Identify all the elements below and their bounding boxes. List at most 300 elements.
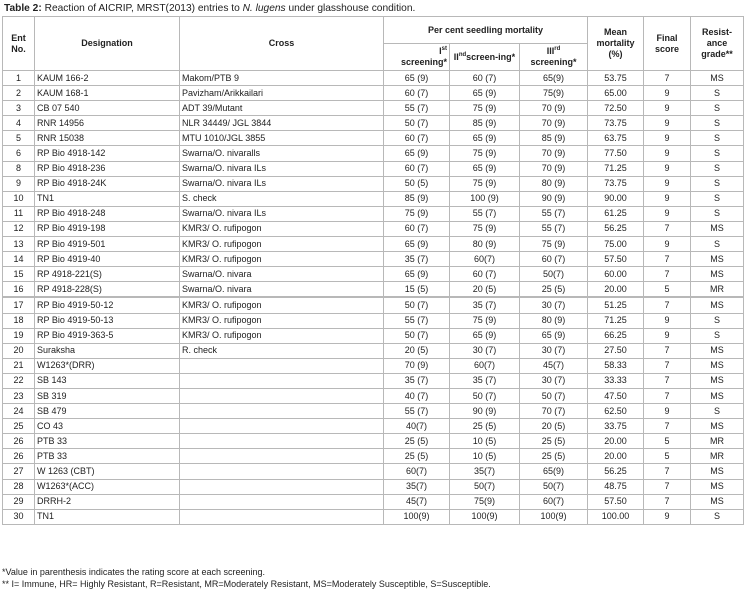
caption-text-before: Reaction of AICRIP, MRST(2013) entries to [41,3,243,14]
cell-resistance-grade: MS [691,358,744,373]
cell-screening-1: 65 (9) [384,146,450,161]
cell-mean-mortality: 65.00 [588,86,644,101]
table-row [3,388,744,403]
cell-designation: W1263*(ACC) [35,479,180,494]
cell-screening-2: 65 (9) [450,86,520,101]
cell-screening-2: 75 (9) [450,313,520,328]
cell-screening-1: 55 (7) [384,404,450,419]
table-row [3,116,744,131]
cell-screening-2: 65 (9) [450,161,520,176]
cell-screening-1: 25 (5) [384,449,450,464]
cell-final-score: 9 [644,191,691,206]
cell-mean-mortality: 20.00 [588,449,644,464]
cell-screening-2: 60 (7) [450,71,520,86]
cell-cross [180,358,384,373]
cell-screening-2: 35(7) [450,464,520,479]
header-resistance-grade: Resist-ance grade** [691,17,744,71]
cell-designation: Suraksha [35,343,180,358]
cell-mean-mortality: 73.75 [588,116,644,131]
cell-cross [180,494,384,509]
table-row [3,267,744,282]
cell-final-score: 9 [644,131,691,146]
cell-screening-3: 70 (7) [520,404,588,419]
cell-designation: TN1 [35,191,180,206]
cell-final-score: 7 [644,479,691,494]
cell-mean-mortality: 20.00 [588,282,644,298]
cell-screening-1: 100(9) [384,509,450,524]
cell-mean-mortality: 56.25 [588,221,644,236]
cell-screening-1: 55 (7) [384,313,450,328]
cell-resistance-grade: S [691,146,744,161]
cell-ent-no: 1 [3,71,35,86]
table-row [3,282,744,298]
cell-resistance-grade: MS [691,373,744,388]
cell-cross: Swarna/O. nivara [180,282,384,298]
cell-resistance-grade: MS [691,464,744,479]
cell-ent-no: 21 [3,358,35,373]
cell-mean-mortality: 75.00 [588,237,644,252]
cell-mean-mortality: 57.50 [588,252,644,267]
cell-screening-2: 50 (7) [450,388,520,403]
cell-mean-mortality: 73.75 [588,176,644,191]
cell-screening-1: 65 (9) [384,237,450,252]
cell-screening-2: 80 (9) [450,237,520,252]
cell-screening-3: 50 (7) [520,388,588,403]
cell-cross: Swarna/O. nivaralls [180,146,384,161]
cell-designation: PTB 33 [35,449,180,464]
table-row [3,86,744,101]
cell-screening-2: 65 (9) [450,131,520,146]
table-row [3,101,744,116]
cell-cross [180,419,384,434]
cell-designation: KAUM 168-1 [35,86,180,101]
cell-cross: KMR3/ O. rufipogon [180,297,384,313]
cell-cross [180,464,384,479]
cell-screening-1: 15 (5) [384,282,450,298]
cell-resistance-grade: S [691,176,744,191]
cell-screening-3: 65 (9) [520,328,588,343]
cell-screening-3: 60 (7) [520,252,588,267]
cell-final-score: 5 [644,434,691,449]
cell-designation: RP Bio 4919-50-13 [35,313,180,328]
cell-cross: KMR3/ O. rufipogon [180,313,384,328]
cell-mean-mortality: 66.25 [588,328,644,343]
table-row [3,404,744,419]
cell-ent-no: 26 [3,434,35,449]
table-row [3,146,744,161]
cell-cross [180,509,384,524]
table-row [3,464,744,479]
cell-screening-3: 55 (7) [520,221,588,236]
cell-mean-mortality: 62.50 [588,404,644,419]
cell-mean-mortality: 61.25 [588,206,644,221]
cell-ent-no: 26 [3,449,35,464]
table-footnotes [2,566,491,590]
cell-resistance-grade: MS [691,343,744,358]
cell-screening-3: 65(9) [520,71,588,86]
cell-screening-2: 75 (9) [450,176,520,191]
table-row [3,328,744,343]
cell-final-score: 7 [644,343,691,358]
cell-ent-no: 6 [3,146,35,161]
cell-ent-no: 28 [3,479,35,494]
cell-ent-no: 8 [3,161,35,176]
cell-screening-1: 65 (9) [384,71,450,86]
cell-ent-no: 25 [3,419,35,434]
cell-final-score: 7 [644,297,691,313]
cell-ent-no: 15 [3,267,35,282]
cell-screening-1: 50 (5) [384,176,450,191]
cell-mean-mortality: 71.25 [588,161,644,176]
header-screening-3: IIIrd screening* [520,44,588,71]
cell-mean-mortality: 100.00 [588,509,644,524]
table-row [3,494,744,509]
cell-screening-3: 55 (7) [520,206,588,221]
cell-designation: DRRH-2 [35,494,180,509]
cell-screening-3: 70 (9) [520,146,588,161]
cell-final-score: 7 [644,373,691,388]
cell-ent-no: 9 [3,176,35,191]
cell-resistance-grade: S [691,313,744,328]
header-screening-3-text: screening* [530,57,577,67]
cell-final-score: 7 [644,419,691,434]
cell-mean-mortality: 53.75 [588,71,644,86]
header-screening-1-sup: st [441,46,447,52]
cell-final-score: 9 [644,86,691,101]
table-row [3,297,744,313]
cell-designation: KAUM 166-2 [35,71,180,86]
cell-screening-2: 60(7) [450,358,520,373]
cell-screening-1: 65 (9) [384,267,450,282]
table-row [3,221,744,236]
cell-screening-1: 35 (7) [384,373,450,388]
header-per-cent-mortality: Per cent seedling mortality [384,17,588,44]
cell-screening-3: 30 (7) [520,343,588,358]
cell-resistance-grade: S [691,206,744,221]
cell-resistance-grade: MS [691,419,744,434]
cell-ent-no: 4 [3,116,35,131]
cell-cross: Swarna/O. nivara ILs [180,161,384,176]
table-row [3,71,744,86]
cell-designation: RP Bio 4918-236 [35,161,180,176]
table-row [3,237,744,252]
cell-resistance-grade: MS [691,221,744,236]
cell-designation: RP Bio 4919-198 [35,221,180,236]
cell-screening-2: 100(9) [450,509,520,524]
cell-screening-3: 20 (5) [520,419,588,434]
cell-final-score: 9 [644,404,691,419]
cell-designation: RP 4918-221(S) [35,267,180,282]
reaction-table [2,16,744,525]
cell-cross: KMR3/ O. rufipogon [180,252,384,267]
header-final-score: Final score [644,17,691,71]
cell-resistance-grade: MR [691,282,744,298]
cell-ent-no: 22 [3,373,35,388]
cell-screening-3: 50(7) [520,479,588,494]
cell-final-score: 9 [644,146,691,161]
cell-screening-2: 30 (7) [450,343,520,358]
header-screening-1-text: screening* [400,57,447,67]
cell-ent-no: 2 [3,86,35,101]
cell-screening-2: 25 (5) [450,419,520,434]
cell-cross: Pavizham/Arikkailari [180,86,384,101]
cell-mean-mortality: 60.00 [588,267,644,282]
cell-screening-3: 70 (9) [520,161,588,176]
header-mean-mortality: Mean mortality (%) [588,17,644,71]
cell-screening-1: 50 (7) [384,328,450,343]
cell-final-score: 9 [644,237,691,252]
cell-cross: KMR3/ O. rufipogon [180,221,384,236]
caption-species: N. lugens [242,3,286,14]
cell-mean-mortality: 57.50 [588,494,644,509]
cell-final-score: 9 [644,328,691,343]
cell-ent-no: 27 [3,464,35,479]
footnote-value: *Value in parenthesis indicates the rating score at each screening. [2,567,265,577]
cell-final-score: 5 [644,449,691,464]
cell-screening-1: 75 (9) [384,206,450,221]
cell-screening-3: 75(9) [520,86,588,101]
cell-resistance-grade: MS [691,267,744,282]
caption-text-after: under glasshouse condition. [285,3,416,14]
cell-ent-no: 18 [3,313,35,328]
cell-screening-3: 50(7) [520,267,588,282]
cell-mean-mortality: 20.00 [588,434,644,449]
cell-screening-3: 25 (5) [520,434,588,449]
cell-screening-1: 60 (7) [384,221,450,236]
cell-mean-mortality: 27.50 [588,343,644,358]
table-body [3,71,744,525]
cell-designation: CB 07 540 [35,101,180,116]
cell-screening-3: 80 (9) [520,313,588,328]
cell-ent-no: 19 [3,328,35,343]
cell-final-score: 9 [644,161,691,176]
cell-mean-mortality: 33.75 [588,419,644,434]
cell-resistance-grade: S [691,131,744,146]
cell-cross: R. check [180,343,384,358]
cell-screening-3: 45(7) [520,358,588,373]
table-row [3,176,744,191]
cell-ent-no: 30 [3,509,35,524]
cell-screening-2: 75(9) [450,494,520,509]
cell-screening-1: 55 (7) [384,101,450,116]
cell-ent-no: 3 [3,101,35,116]
header-screening-2-text: screen-ing* [466,51,516,62]
cell-screening-3: 65(9) [520,464,588,479]
cell-resistance-grade: MS [691,297,744,313]
cell-cross [180,373,384,388]
cell-designation: RP Bio 4919-40 [35,252,180,267]
cell-mean-mortality: 51.25 [588,297,644,313]
cell-screening-3: 25 (5) [520,282,588,298]
cell-screening-1: 50 (7) [384,297,450,313]
table-row [3,343,744,358]
cell-resistance-grade: S [691,191,744,206]
cell-screening-2: 50(7) [450,479,520,494]
table-row [3,313,744,328]
cell-mean-mortality: 72.50 [588,101,644,116]
cell-screening-2: 35 (7) [450,373,520,388]
cell-cross: Makom/PTB 9 [180,71,384,86]
cell-ent-no: 14 [3,252,35,267]
cell-screening-1: 40 (7) [384,388,450,403]
cell-mean-mortality: 77.50 [588,146,644,161]
cell-resistance-grade: S [691,86,744,101]
cell-final-score: 7 [644,388,691,403]
cell-designation: SB 479 [35,404,180,419]
cell-final-score: 7 [644,221,691,236]
cell-screening-2: 10 (5) [450,449,520,464]
cell-screening-1: 50 (7) [384,116,450,131]
table-label: Table 2: [4,3,42,14]
cell-screening-1: 40(7) [384,419,450,434]
cell-screening-2: 90 (9) [450,404,520,419]
cell-screening-1: 35 (7) [384,252,450,267]
cell-cross: S. check [180,191,384,206]
cell-screening-1: 35(7) [384,479,450,494]
cell-mean-mortality: 71.25 [588,313,644,328]
cell-designation: TN1 [35,509,180,524]
cell-screening-1: 85 (9) [384,191,450,206]
cell-resistance-grade: S [691,161,744,176]
cell-cross: Swarna/O. nivara ILs [180,206,384,221]
header-screening-1: Ist screening* [384,44,450,71]
table-caption [4,2,415,15]
cell-final-score: 9 [644,206,691,221]
cell-screening-3: 100(9) [520,509,588,524]
cell-cross: Swarna/O. nivara ILs [180,176,384,191]
cell-final-score: 9 [644,101,691,116]
cell-final-score: 9 [644,509,691,524]
cell-screening-1: 45(7) [384,494,450,509]
table-row [3,479,744,494]
cell-screening-2: 85 (9) [450,116,520,131]
header-screening-2: IIndscreen-ing* [450,44,520,71]
cell-screening-2: 60(7) [450,252,520,267]
cell-resistance-grade: S [691,404,744,419]
cell-ent-no: 12 [3,221,35,236]
cell-cross [180,404,384,419]
table-row [3,252,744,267]
cell-designation: RP Bio 4919-50-12 [35,297,180,313]
cell-mean-mortality: 33.33 [588,373,644,388]
cell-final-score: 7 [644,71,691,86]
cell-designation: RP Bio 4919-363-5 [35,328,180,343]
cell-final-score: 9 [644,313,691,328]
cell-ent-no: 11 [3,206,35,221]
cell-final-score: 9 [644,116,691,131]
cell-cross: Swarna/O. nivara [180,267,384,282]
cell-screening-3: 70 (9) [520,116,588,131]
cell-designation: SB 143 [35,373,180,388]
cell-ent-no: 16 [3,282,35,298]
table-row [3,434,744,449]
header-screening-2-sup: nd [458,51,467,58]
cell-resistance-grade: MS [691,252,744,267]
cell-final-score: 7 [644,267,691,282]
table-row [3,131,744,146]
cell-final-score: 7 [644,252,691,267]
cell-resistance-grade: MR [691,434,744,449]
cell-final-score: 7 [644,358,691,373]
cell-screening-3: 60(7) [520,494,588,509]
cell-resistance-grade: S [691,509,744,524]
cell-designation: RP Bio 4918-24K [35,176,180,191]
table-row [3,419,744,434]
cell-resistance-grade: S [691,101,744,116]
cell-resistance-grade: S [691,328,744,343]
cell-screening-3: 90 (9) [520,191,588,206]
header-cross: Cross [180,17,384,71]
cell-screening-3: 85 (9) [520,131,588,146]
cell-designation: RP Bio 4918-142 [35,146,180,161]
cell-cross [180,434,384,449]
cell-screening-1: 25 (5) [384,434,450,449]
cell-screening-1: 20 (5) [384,343,450,358]
cell-ent-no: 24 [3,404,35,419]
table-row [3,161,744,176]
cell-resistance-grade: S [691,237,744,252]
cell-cross: ADT 39/Mutant [180,101,384,116]
cell-resistance-grade: MR [691,449,744,464]
cell-ent-no: 23 [3,388,35,403]
cell-designation: PTB 33 [35,434,180,449]
cell-screening-2: 75 (9) [450,146,520,161]
header-screening-3-sup: rd [554,46,561,52]
cell-screening-2: 10 (5) [450,434,520,449]
cell-cross: KMR3/ O. rufipogon [180,328,384,343]
cell-mean-mortality: 47.50 [588,388,644,403]
cell-resistance-grade: S [691,116,744,131]
cell-screening-3: 70 (9) [520,101,588,116]
cell-designation: CO 43 [35,419,180,434]
cell-screening-3: 30 (7) [520,297,588,313]
cell-ent-no: 13 [3,237,35,252]
table-row [3,509,744,524]
cell-mean-mortality: 90.00 [588,191,644,206]
cell-ent-no: 17 [3,297,35,313]
cell-mean-mortality: 48.75 [588,479,644,494]
cell-resistance-grade: MS [691,388,744,403]
cell-screening-1: 70 (9) [384,358,450,373]
header-designation: Designation [35,17,180,71]
cell-screening-3: 25 (5) [520,449,588,464]
header-ent-no: Ent No. [3,17,35,71]
footnote-grades: ** I= Immune, HR= Highly Resistant, R=Resistant, MR=Moderately Resistant, MS=Moderately Susceptible, S=Susceptible. [2,579,491,589]
cell-cross [180,449,384,464]
cell-cross: MTU 1010/JGL 3855 [180,131,384,146]
cell-screening-2: 35 (7) [450,297,520,313]
table-row [3,206,744,221]
cell-ent-no: 29 [3,494,35,509]
cell-ent-no: 20 [3,343,35,358]
table-row [3,191,744,206]
cell-cross: NLR 34449/ JGL 3844 [180,116,384,131]
cell-mean-mortality: 63.75 [588,131,644,146]
table-row [3,373,744,388]
table-row [3,449,744,464]
cell-final-score: 5 [644,282,691,298]
cell-designation: W1263*(DRR) [35,358,180,373]
cell-final-score: 9 [644,176,691,191]
cell-designation: W 1263 (CBT) [35,464,180,479]
cell-designation: SB 319 [35,388,180,403]
cell-screening-2: 100 (9) [450,191,520,206]
cell-screening-3: 75 (9) [520,237,588,252]
cell-screening-2: 20 (5) [450,282,520,298]
cell-designation: RNR 14956 [35,116,180,131]
cell-mean-mortality: 56.25 [588,464,644,479]
cell-ent-no: 5 [3,131,35,146]
